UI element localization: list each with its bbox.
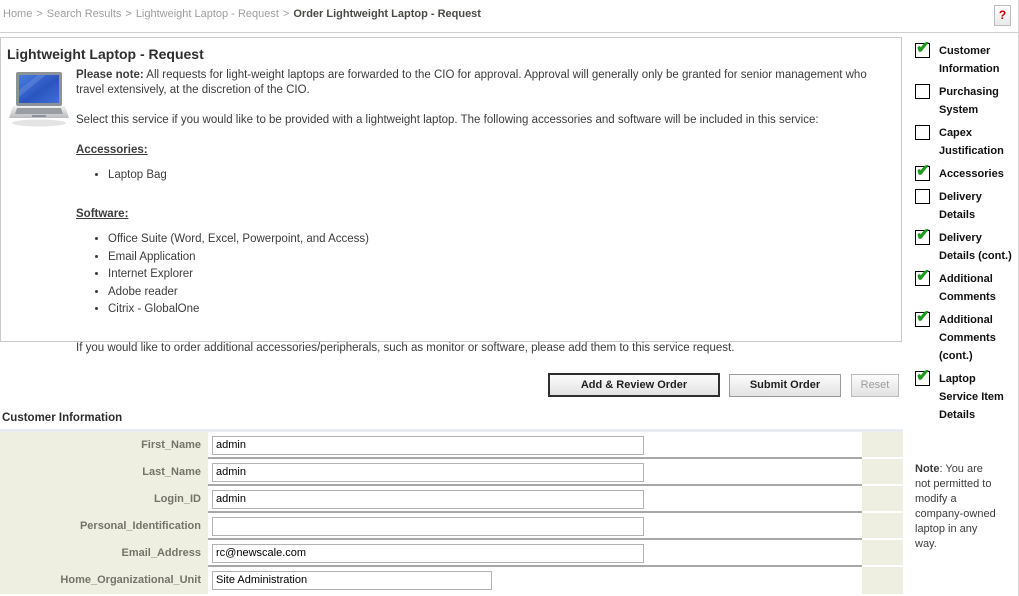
- add-review-order-button[interactable]: Add & Review Order: [548, 373, 720, 397]
- section-checkbox[interactable]: [915, 161, 931, 181]
- section-checkbox[interactable]: [915, 307, 931, 327]
- breadcrumb-separator: >: [125, 8, 132, 20]
- field-spacer: [862, 513, 903, 540]
- section-checklist-item: [915, 124, 1015, 160]
- section-label: Customer Information: [939, 45, 1000, 75]
- action-button-row: [0, 373, 901, 397]
- sidebar-note-label: Note: [915, 463, 940, 475]
- text-input[interactable]: [212, 490, 644, 509]
- section-checklist-item: [915, 307, 1015, 365]
- check-icon: ✔: [916, 161, 931, 180]
- intro-paragraph: Select this service if you would like to be provided with a lightweight laptop. The following accessories and software will be included in this service:: [76, 114, 819, 126]
- accessories-list: [108, 168, 894, 183]
- reset-button[interactable]: Reset: [851, 374, 899, 397]
- form-row: [0, 432, 903, 459]
- field-cell: [208, 432, 862, 459]
- section-checklist-item: [915, 161, 1015, 183]
- list-item: • Adobe reader: [108, 285, 894, 300]
- field-label: Personal_Identification: [0, 513, 208, 540]
- text-input[interactable]: [212, 571, 492, 590]
- check-icon: ✔: [916, 366, 931, 385]
- form-row: [0, 459, 903, 486]
- field-label: Last_Name: [0, 459, 208, 486]
- section-checkbox[interactable]: [915, 366, 931, 386]
- list-item: • Laptop Bag: [108, 168, 894, 183]
- list-item: • Internet Explorer: [108, 267, 894, 282]
- submit-order-button[interactable]: Submit Order: [729, 374, 841, 397]
- breadcrumb-link[interactable]: Home: [3, 8, 33, 20]
- list-item: • Email Application: [108, 250, 894, 265]
- field-label: Login_ID: [0, 486, 208, 513]
- section-label: Laptop Service Item Details: [939, 373, 1004, 421]
- please-note-paragraph: [76, 68, 894, 98]
- field-label: Email_Address: [0, 540, 208, 567]
- breadcrumb-separator: >: [282, 8, 290, 20]
- help-button[interactable]: ?: [994, 5, 1011, 26]
- section-checkbox[interactable]: [915, 125, 930, 140]
- section-checkbox[interactable]: [915, 38, 931, 58]
- breadcrumb-link[interactable]: Lightweight Laptop - Request: [135, 8, 279, 20]
- check-icon: ✔: [916, 225, 931, 244]
- section-label: Capex Justification: [939, 127, 1004, 157]
- section-checklist-item: [915, 38, 1015, 78]
- laptop-image: [8, 70, 70, 130]
- please-note-text: All requests for light-weight laptops are forwarded to the CIO for approval. Approval will generally only be granted for senior management who travel extensively, at the discretion of the CIO.: [76, 69, 867, 96]
- field-spacer: [862, 432, 903, 459]
- list-item: • Office Suite (Word, Excel, Powerpoint, and Access): [108, 232, 894, 247]
- form-row: [0, 540, 903, 567]
- breadcrumb-current: Order Lightweight Laptop - Request: [293, 8, 481, 20]
- section-checklist-item: [915, 366, 1015, 424]
- text-input[interactable]: [212, 544, 644, 563]
- check-icon: ✔: [916, 38, 931, 57]
- section-checkbox[interactable]: [915, 189, 930, 204]
- field-cell: [208, 513, 862, 540]
- form-section-title: Customer Information: [2, 412, 123, 424]
- field-spacer: [862, 567, 903, 594]
- breadcrumb-bar: [0, 0, 1019, 33]
- sidebar-note-text: : You are not permitted to modify a company-owned laptop in any way.: [915, 463, 996, 550]
- service-description-text: [76, 68, 894, 371]
- section-checklist-item: [915, 83, 1015, 119]
- section-label: Additional Comments (cont.): [939, 314, 996, 362]
- page-title: Lightweight Laptop - Request: [7, 46, 204, 62]
- section-checklist-item: [915, 188, 1015, 224]
- section-checkbox[interactable]: [915, 84, 930, 99]
- form-row: [0, 513, 903, 540]
- breadcrumb-link[interactable]: Search Results: [46, 8, 122, 20]
- text-input[interactable]: [212, 463, 644, 482]
- field-spacer: [862, 459, 903, 486]
- field-cell: [208, 486, 862, 513]
- field-label: Home_Organizational_Unit: [0, 567, 208, 594]
- section-checklist-sidebar: [915, 38, 1015, 552]
- service-description-panel: [0, 37, 902, 354]
- form-row: [0, 486, 903, 513]
- text-input[interactable]: [212, 436, 644, 455]
- software-list: [108, 232, 894, 317]
- section-checklist-item: [915, 225, 1015, 265]
- section-checkbox[interactable]: [915, 225, 931, 245]
- check-icon: ✔: [916, 307, 931, 326]
- section-label: Purchasing System: [939, 86, 999, 116]
- breadcrumb: [3, 8, 481, 20]
- breadcrumb-separator: >: [36, 8, 43, 20]
- field-spacer: [862, 486, 903, 513]
- text-input[interactable]: [212, 517, 644, 536]
- section-checklist-item: [915, 266, 1015, 306]
- footer-paragraph: If you would like to order additional accessories/peripherals, such as monitor or software, please add them to this service request.: [76, 342, 735, 354]
- customer-information-form: [0, 432, 903, 594]
- field-cell: [208, 459, 862, 486]
- please-note-label: Please note:: [76, 69, 144, 81]
- section-label: Accessories: [939, 168, 1004, 180]
- section-label: Delivery Details: [939, 191, 982, 221]
- check-icon: ✔: [916, 266, 931, 285]
- field-spacer: [862, 540, 903, 567]
- software-heading: Software:: [76, 208, 129, 220]
- section-checkbox[interactable]: [915, 266, 931, 286]
- field-cell: [208, 567, 862, 594]
- section-label: Delivery Details (cont.): [939, 232, 1012, 262]
- form-row: [0, 567, 903, 594]
- section-label: Additional Comments: [939, 273, 996, 303]
- field-cell: [208, 540, 862, 567]
- sidebar-note: [915, 462, 1001, 552]
- field-label: First_Name: [0, 432, 208, 459]
- list-item: • Citrix - GlobalOne: [108, 302, 894, 317]
- accessories-heading: Accessories:: [76, 144, 148, 156]
